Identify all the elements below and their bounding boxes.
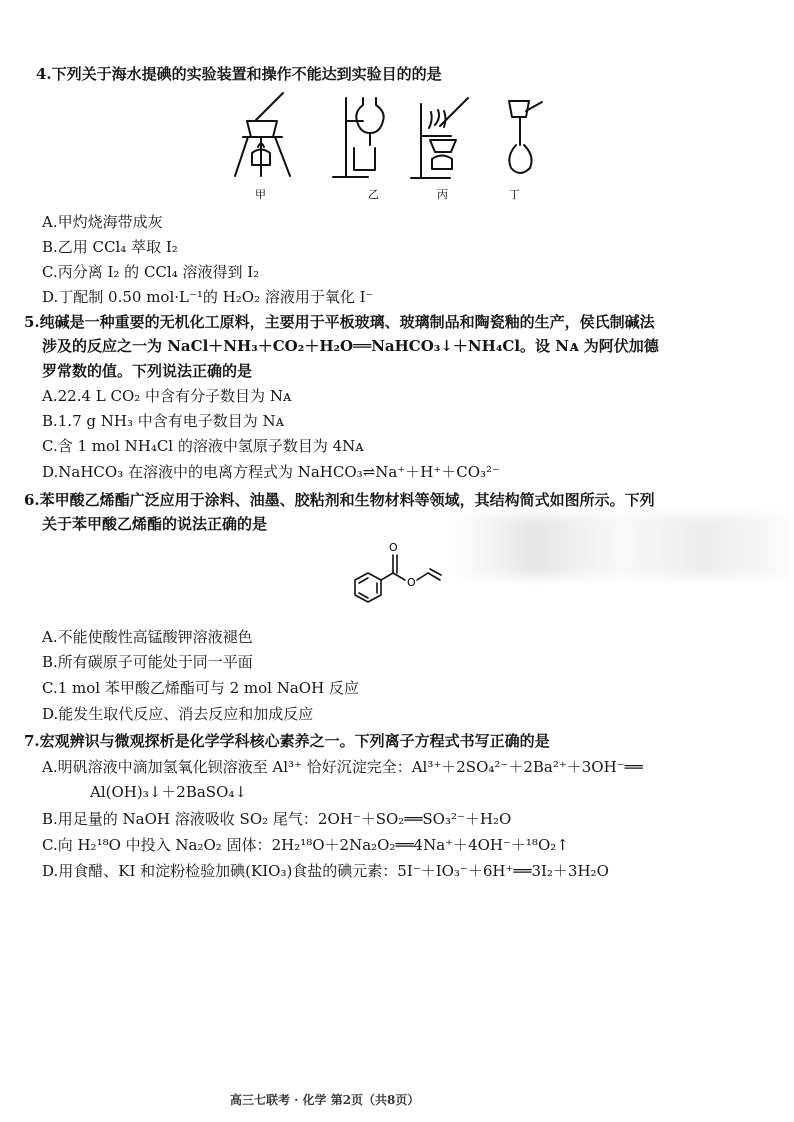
q5-option-b: B.1.7 g NH₃ 中含有电子数目为 Nᴀ: [42, 412, 285, 430]
q4-option-b: B.乙用 CCl₄ 萃取 I₂: [42, 238, 178, 256]
q7-option-c: C.向 H₂¹⁸O 中投入 Na₂O₂ 固体：2H₂¹⁸O＋2Na₂O₂══4Na⁺＋4OH⁻＋¹⁸O₂↑: [42, 836, 569, 854]
print-smudge: [450, 515, 790, 577]
q5-option-d: D.NaHCO₃ 在溶液中的电离方程式为 NaHCO₃⇌Na⁺＋H⁺＋CO₃²⁻: [42, 463, 500, 481]
label-bing: 丙: [437, 188, 448, 201]
label-jia: 甲: [255, 188, 266, 201]
lab-apparatus-figure: [230, 90, 550, 202]
question-5-stem-line3: 罗常数的值。下列说法正确的是: [42, 362, 253, 380]
apparatus-ding: [509, 101, 542, 173]
q6-option-a: A.不能使酸性高锰酸钾溶液褪色: [42, 628, 253, 646]
question-5-stem-line1: 5.纯碱是一种重要的无机化工原料，主要用于平板玻璃、玻璃制品和陶瓷釉的生产，侯氏制碱法: [24, 313, 655, 331]
page-footer: 高三七联考 · 化学 第2页（共8页）: [230, 1093, 420, 1107]
apparatus-bing: [411, 98, 468, 178]
label-yi: 乙: [368, 188, 379, 201]
question-6-stem-line2: 关于苯甲酸乙烯酯的说法正确的是: [42, 515, 268, 533]
label-ding: 丁: [509, 188, 520, 201]
question-5-stem-line2: 涉及的反应之一为 NaCl＋NH₃＋CO₂＋H₂O══NaHCO₃↓＋NH₄Cl。设 Nᴀ 为阿伏加德: [42, 337, 659, 355]
q4-option-a: A.甲灼烧海带成灰: [42, 213, 163, 231]
q7-option-a: A.明矾溶液中滴加氢氧化钡溶液至 Al³⁺ 恰好沉淀完全：Al³⁺＋2SO₄²⁻＋2Ba²⁺＋3OH⁻══: [42, 758, 643, 776]
vinyl-benzoate-structure: [337, 538, 457, 620]
q7-option-b: B.用足量的 NaOH 溶液吸收 SO₂ 尾气：2OH⁻＋SO₂══SO₃²⁻＋H₂O: [42, 810, 512, 828]
q5-option-c: C.含 1 mol NH₄Cl 的溶液中氢原子数目为 4Nᴀ: [42, 437, 364, 455]
question-6-stem-line1: 6.苯甲酸乙烯酯广泛应用于涂料、油墨、胶粘剂和生物材料等领域，其结构简式如图所示。下列: [24, 491, 655, 509]
q7-option-a-continued: Al(OH)₃↓＋2BaSO₄↓: [90, 783, 247, 801]
apparatus-yi: [333, 98, 384, 177]
q6-option-b: B.所有碳原子可能处于同一平面: [42, 653, 253, 671]
q7-option-d: D.用食醋、KI 和淀粉检验加碘(KIO₃)食盐的碘元素：5I⁻＋IO₃⁻＋6H⁺══3I₂＋3H₂O: [42, 862, 609, 880]
q5-option-a: A.22.4 L CO₂ 中含有分子数目为 Nᴀ: [42, 387, 292, 405]
question-7-stem: 7.宏观辨识与微观探析是化学学科核心素养之一。下列离子方程式书写正确的是: [24, 732, 550, 750]
q6-option-c: C.1 mol 苯甲酸乙烯酯可与 2 mol NaOH 反应: [42, 679, 359, 697]
ester-oxygen-label: O: [407, 576, 416, 589]
q6-option-d: D.能发生取代反应、消去反应和加成反应: [42, 705, 314, 723]
carbonyl-oxygen-label: O: [389, 541, 398, 554]
question-4-stem: 4.下列关于海水提碘的实验装置和操作不能达到实验目的的是: [36, 65, 442, 83]
q4-option-c: C.丙分离 I₂ 的 CCl₄ 溶液得到 I₂: [42, 263, 260, 281]
q4-option-d: D.丁配制 0.50 mol·L⁻¹的 H₂O₂ 溶液用于氧化 I⁻: [42, 288, 374, 306]
apparatus-jia: [235, 93, 290, 176]
